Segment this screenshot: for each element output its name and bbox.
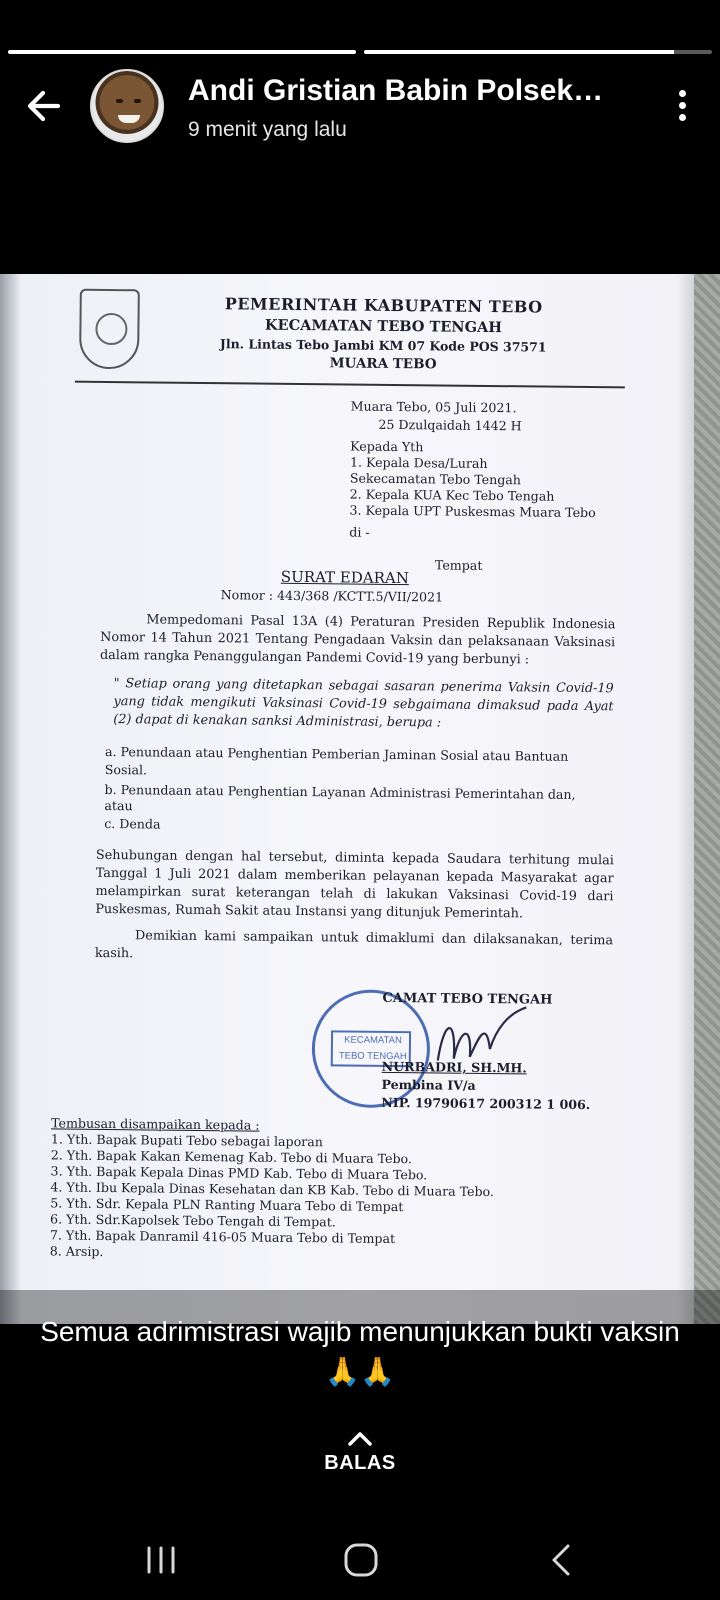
cc-item: 2. Yth. Bapak Kakan Kemenag Kab. Tebo di Muara Tebo. [50, 1147, 413, 1167]
cc-item: 1. Yth. Bapak Bupati Tebo sebagai laporan [50, 1131, 323, 1150]
background-floor [694, 274, 720, 1324]
recipient-di: di - [349, 524, 370, 540]
home-icon[interactable] [332, 1540, 392, 1580]
date-line-1: Muara Tebo, 05 Juli 2021. [350, 398, 517, 416]
cc-item: 3. Yth. Bapak Kepala Dinas PMD Kab. Tebo di Muara Tebo. [50, 1163, 428, 1183]
sanction-item: Sosial. [104, 761, 148, 778]
letterhead-line-2: KECAMATAN TEBO TENGAH [264, 316, 503, 337]
post-time: 9 menit yang lalu [188, 118, 347, 141]
progress-segment-1 [8, 50, 356, 54]
progress-fill-2 [364, 50, 674, 54]
reply-label: BALAS [324, 1452, 396, 1474]
story-caption: Semua adrimistrasi wajib menunjukkan bukti vaksin 🙏🙏 [40, 1316, 680, 1387]
quote-paragraph: " Setiap orang yang ditetapkan sebagai sasaran penerima Vaksin Covid-19 yang tidak mengikuti Vaksinasi Covid-19 sebgaimana dimaksud pada Ayat (2) dapat di kenakan sanksi Administrasi, berupa : [113, 676, 614, 731]
story-photo [0, 274, 720, 1324]
avatar-eye [116, 99, 123, 103]
signer-name: NURBADRI, SH.MH. [381, 1058, 527, 1076]
recipient-line: 2. Kepala KUA Kec Tebo Tengah [349, 486, 555, 504]
signer-rank: Pembina IV/a [381, 1076, 476, 1093]
chevron-up-icon [346, 1430, 374, 1448]
letterhead-line-1: PEMERINTAH KABUPATEN TEBO [224, 294, 543, 317]
paragraph-2: Sehubungan dengan hal tersebut, diminta kepada Saudara terhitung mulai Tanggal 1 Juli 2021 dalam memberikan pelayanan kepada Masyarakat agar melampirkan surat keterangan telah di lakukan Vaksinasi Covid-19 dari Puskesmas, Rumah Sakit atau Instansi yang ditunjuk Pemerintah. [95, 847, 614, 922]
story-header [0, 66, 720, 146]
letter-paper [3, 274, 696, 1324]
cc-title: Tembusan disampaikan kepada : [51, 1115, 260, 1133]
sanction-item: c. Denda [104, 815, 161, 832]
recent-apps-icon[interactable] [131, 1540, 191, 1580]
progress-fill-1 [8, 50, 356, 54]
reply-button[interactable] [300, 1430, 420, 1500]
paragraph-1: Mempedomani Pasal 13A (4) Peraturan Presiden Republik Indonesia Nomor 14 Tahun 2021 Tentang Pengadaan Vaksin dan pelaksanaan Vaksinasi dalam rangka Penanggulangan Pandemi Covid-19 yang berbunyi : [99, 612, 616, 668]
cc-item: 4. Yth. Ibu Kepala Dinas Kesehatan dan KB Kab. Tebo di Muara Tebo. [50, 1179, 495, 1200]
recipient-heading: Kepada Yth [350, 438, 424, 455]
more-vertical-icon[interactable] [674, 90, 690, 124]
stamp-text: TEBO TENGAH [338, 1050, 407, 1063]
signer-title: CAMAT TEBO TENGAH [382, 990, 553, 1008]
sanction-item: atau [104, 797, 133, 814]
avatar-eye [134, 99, 141, 103]
paragraph-3: Demikian kami sampaikan untuk dimaklumi dan dilaksanakan, terima kasih. [94, 928, 614, 962]
stamp-text: KECAMATAN [344, 1034, 402, 1047]
avatar-mouth [118, 115, 140, 123]
cc-item: 7. Yth. Bapak Danramil 416-05 Muara Tebo di Tempat [49, 1227, 396, 1247]
recipient-line: 1. Kepala Desa/Lurah [349, 454, 488, 471]
recipient-line: Sekecamatan Tebo Tengah [349, 470, 522, 488]
cc-item: 6. Yth. Sdr.Kapolsek Tebo Tengah di Tempat. [50, 1211, 336, 1230]
cc-item: 5. Yth. Sdr. Kepala PLN Ranting Muara Tebo di Tempat [50, 1195, 404, 1215]
emblem-icon [79, 289, 140, 370]
letter-title: SURAT EDARAN [280, 567, 409, 588]
letter-number: Nomor : 443/368 /KCTT.5/VII/2021 [220, 587, 444, 605]
system-nav-bar [0, 1530, 720, 1590]
sanction-item: a. Penundaan atau Penghentian Pemberian Jaminan Sosial atau Bantuan [104, 743, 569, 764]
sanction-item: b. Penundaan atau Penghentian Layanan Administrasi Pemerintahan dan, [104, 781, 576, 802]
author-name[interactable]: Andi Gristian Babin Polsek… [188, 74, 604, 107]
arrow-left-icon[interactable] [22, 84, 66, 128]
recipient-tempat: Tempat [434, 557, 483, 573]
date-line-2: 25 Dzulqaidah 1442 H [378, 416, 522, 434]
letterhead-line-4: MUARA TEBO [329, 355, 437, 373]
recipient-line: 3. Kepala UPT Puskesmas Muara Tebo [349, 502, 596, 521]
letterhead-line-3: Jln. Lintas Tebo Jambi KM 07 Kode POS 37571 [219, 336, 547, 355]
signer-nip: NIP. 19790617 200312 1 006. [381, 1094, 591, 1113]
progress-segment-2 [364, 50, 712, 54]
story-progress [8, 50, 712, 54]
avatar[interactable] [90, 69, 164, 143]
letterhead-divider [75, 381, 625, 389]
cc-item: 8. Arsip. [49, 1243, 104, 1259]
back-icon[interactable] [534, 1540, 594, 1580]
